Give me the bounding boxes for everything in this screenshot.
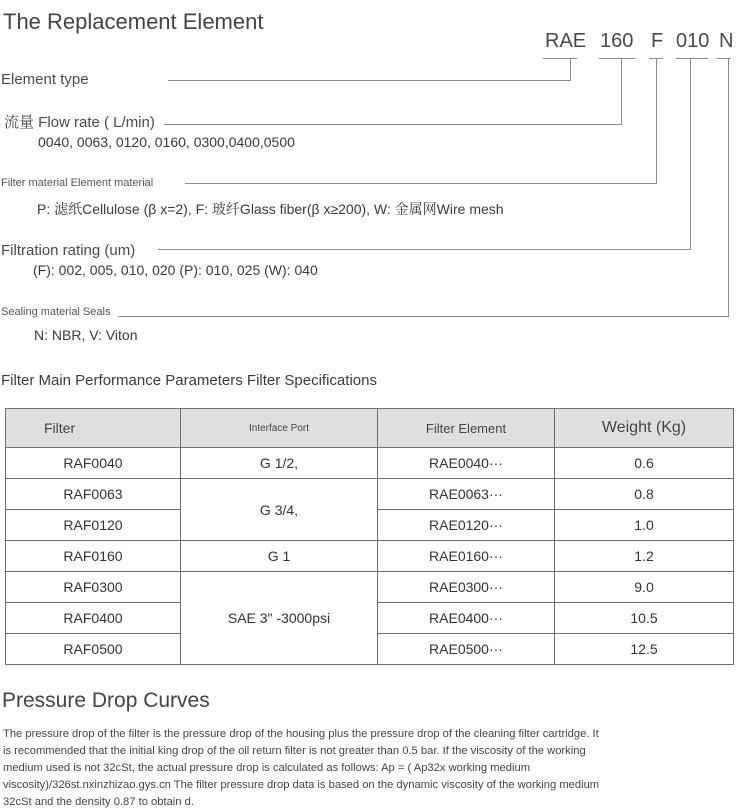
connector-line — [118, 316, 729, 317]
cell-element: RAE0040··· — [378, 448, 555, 479]
connector-line — [728, 58, 729, 317]
code-underline — [599, 58, 635, 59]
connector-line — [168, 80, 571, 81]
header-filter-element: Filter Element — [378, 409, 555, 448]
cell-filter: RAF0063 — [6, 479, 181, 510]
table-row — [6, 541, 734, 572]
table-row — [6, 448, 734, 479]
cell-port: SAE 3" -3000psi — [181, 572, 378, 665]
cell-weight: 10.5 — [555, 603, 734, 634]
cell-element: RAE0300··· — [378, 572, 555, 603]
spec-section-title: Filter Main Performance Parameters Filter Specifications — [1, 372, 377, 389]
cell-element: RAE0120··· — [378, 510, 555, 541]
cell-element: RAE0400··· — [378, 603, 555, 634]
table-row — [6, 572, 734, 603]
header-filter: Filter — [6, 409, 181, 448]
cell-filter: RAF0500 — [6, 634, 181, 665]
filter-material-label: Filter material Element material — [1, 177, 154, 189]
code-part-rating: 010 — [676, 30, 710, 52]
code-part-flow: 160 — [600, 30, 634, 52]
cell-filter: RAF0160 — [6, 541, 181, 572]
filtration-rating-label: Filtration rating (um) — [1, 242, 136, 259]
cell-filter: RAF0040 — [6, 448, 181, 479]
cell-weight: 9.0 — [555, 572, 734, 603]
code-part-type: RAE — [545, 30, 587, 52]
connector-line — [158, 249, 691, 250]
cell-port: G 3/4, — [181, 479, 378, 541]
cell-element: RAE0500··· — [378, 634, 555, 665]
code-underline — [676, 58, 708, 59]
code-part-material: F — [651, 30, 664, 52]
cell-element: RAE0160··· — [378, 541, 555, 572]
element-type-label: Element type — [1, 71, 89, 88]
cell-weight: 0.8 — [555, 479, 734, 510]
connector-line — [185, 183, 657, 184]
cell-weight: 1.0 — [555, 510, 734, 541]
cell-port: G 1 — [181, 541, 378, 572]
flow-rate-label: 流量 Flow rate ( L/min) — [4, 114, 155, 131]
table-row — [6, 479, 734, 510]
connector-line — [164, 124, 622, 125]
code-underline — [543, 58, 577, 59]
header-interface-port: Interface Port — [181, 409, 378, 448]
filtration-rating-options: (F): 002, 005, 010, 020 (P): 010, 025 (W): 040 — [33, 262, 318, 278]
code-part-seal: N — [719, 30, 734, 52]
cell-port: G 1/2, — [181, 448, 378, 479]
connector-line — [656, 58, 657, 184]
spec-table — [5, 408, 734, 665]
flow-rate-options: 0040, 0063, 0120, 0160, 0300,0400,0500 — [38, 134, 295, 150]
pressure-drop-title: Pressure Drop Curves — [2, 689, 210, 712]
cell-filter: RAF0300 — [6, 572, 181, 603]
cell-weight: 1.2 — [555, 541, 734, 572]
sealing-material-label: Sealing material Seals — [1, 306, 111, 318]
pressure-drop-text: The pressure drop of the filter is the pressure drop of the housing plus the pressure drop of the cleaning filter cartridge. It is recommended that the initial king drop of the oil return filter is not greater than 0.5 bar. If the viscosity of the working medium used is not 32cSt, the actual pressure drop is calculated as follows: Ap = ( Ap32x working medium viscosity)/326st.nxinzhizao.gys.cn The filter pressure drop data is based on the dynamic viscosity of the working medium 32cSt and the density 0.87 to obtain d. — [3, 728, 600, 808]
table-header-row — [6, 409, 734, 448]
header-weight: Weight (Kg) — [555, 409, 734, 448]
connector-line — [570, 58, 571, 81]
cell-filter: RAF0400 — [6, 603, 181, 634]
cell-weight: 0.6 — [555, 448, 734, 479]
sealing-material-options: N: NBR, V: Viton — [34, 327, 138, 343]
filter-material-options: P: 滤纸Cellulose (β x=2), F: 玻纤Glass fiber(β x≥200), W: 金属网Wire mesh — [37, 201, 504, 217]
connector-line — [621, 58, 622, 125]
cell-element: RAE0063··· — [378, 479, 555, 510]
connector-line — [690, 58, 691, 250]
cell-weight: 12.5 — [555, 634, 734, 665]
cell-filter: RAF0120 — [6, 510, 181, 541]
page-title: The Replacement Element — [3, 9, 264, 34]
